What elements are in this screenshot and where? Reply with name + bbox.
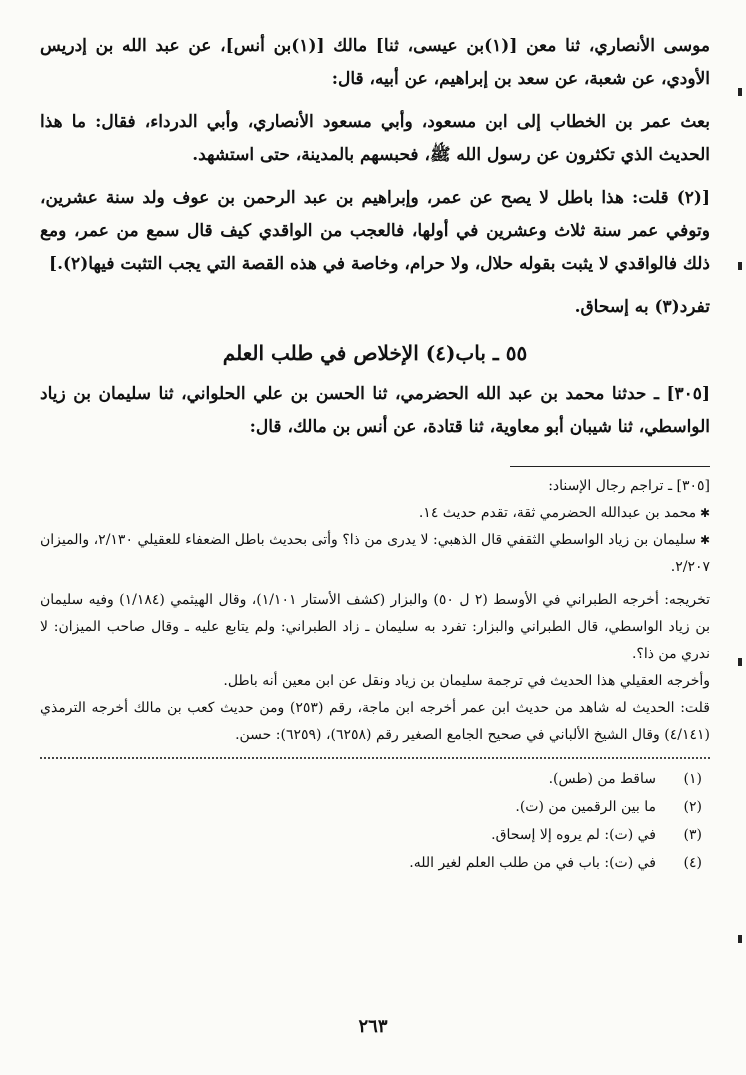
- footnote-text: ساقط من (طس).: [548, 771, 656, 787]
- paragraph-comment: [(٢) قلت: هذا باطل لا يصح عن عمر، وإبراهيم بن عبد الرحمن بن عوف ولد سنة عشرين، وتوفي عمر سنة ثلاث وعشرين في أولها، فالعجب من الواقدي كيف قال سمع من عمر، ومع ذلك فالواقدي لا يثبت بقوله حلال، ولا حرام، وخاصة في هذه القصة التي يجب التثبت فيها(٢).]: [40, 188, 710, 274]
- chapter-heading: ٥٥ ـ باب(٤) الإخلاص في طلب العلم: [222, 341, 528, 365]
- margin-mark: [738, 658, 742, 666]
- footnote-item: [40, 849, 710, 877]
- qultu-note: قلت: الحديث له شاهد من حديث ابن عمر أخرجه ابن ماجة، رقم (٢٥٣) ومن حديث كعب بن مالك أخرجه الترمذي (٤/١٤١) وقال الشيخ الألباني في صحيح الجامع الصغير رقم (٦٢٥٨)، (٦٢٥٩): حسن.: [40, 700, 711, 743]
- paragraph-hadith: بعث عمر بن الخطاب إلى ابن مسعود، وأبي مسعود الأنصاري، وأبي الدرداء، فقال: ما هذا الحديث الذي تكثرون عن رسول الله ﷺ، فحبسهم بالمدينة، حتى استشهد.: [40, 112, 710, 165]
- footnote-text: ما بين الرقمين من (ت).: [515, 799, 656, 815]
- uqayli-note: وأخرجه العقيلي هذا الحديث في ترجمة سليمان بن زياد ونقل عن ابن معين أنه باطل.: [223, 673, 710, 689]
- notes-divider: [510, 466, 710, 467]
- page-content: [40, 30, 710, 877]
- footnote-item: [40, 793, 710, 821]
- footnotes-list: [40, 765, 710, 877]
- takhrij-note: تخريجه: أخرجه الطبراني في الأوسط (٢ ل ٥٠) والبزار (كشف الأستار ١/١٠١)، وقال الهيثمي (١/١٨٤) وفيه سليمان بن زياد الواسطي، قال الطبراني والبزار: تفرد به سليمان ـ زاد الطبراني: ولم يتابع عليه ـ وقال صاحب الميزان: لا ندري من ذا؟.: [40, 592, 711, 662]
- narrator-note-1: ✱ محمد بن عبدالله الحضرمي ثقة، تقدم حديث ١٤.: [40, 500, 710, 527]
- footnotes-divider: [40, 757, 710, 759]
- footnote-item: [40, 821, 710, 849]
- paragraph-isnad: موسى الأنصاري، ثنا معن [(١)بن عيسى، ثنا] مالك [(١)بن أنس]، عن عبد الله بن إدريس الأودي، عن شعبة، عن سعد بن إبراهيم، عن أبيه، قال:: [40, 36, 710, 89]
- narrator-note-2: ✱ سليمان بن زياد الواسطي الثقفي قال الذهبي: لا يدرى من ذا؟ وأتى بحديث باطل الضعفاء للعقيلي ٢/١٣٠، والميزان ٢/٢٠٧.: [40, 527, 710, 581]
- page-number: ٢٦٣: [358, 1016, 388, 1037]
- footnote-number: (٤): [683, 855, 702, 871]
- paragraph-tafarrud: تفرد(٣) به إسحاق.: [574, 297, 710, 317]
- footnote-text: في (ت): لم يروه إلا إسحاق.: [491, 827, 656, 843]
- margin-mark: [738, 935, 742, 943]
- paragraph-hadith-305: [٣٠٥] ـ حدثنا محمد بن عبد الله الحضرمي، ثنا الحسن بن علي الحلواني، ثنا سليمان بن زياد الواسطي، ثنا شيبان أبو معاوية، ثنا قتادة، عن أنس بن مالك، قال:: [40, 384, 710, 437]
- footnote-text: في (ت): باب في من طلب العلم لغير الله.: [409, 855, 656, 871]
- footnote-number: (٣): [683, 827, 702, 843]
- footnote-item: [40, 765, 710, 793]
- margin-mark: [738, 88, 742, 96]
- notes-title: [٣٠٥] ـ تراجم رجال الإسناد:: [548, 478, 710, 494]
- margin-mark: [738, 262, 742, 270]
- footnote-number: (٢): [683, 799, 702, 815]
- footnote-number: (١): [683, 771, 702, 787]
